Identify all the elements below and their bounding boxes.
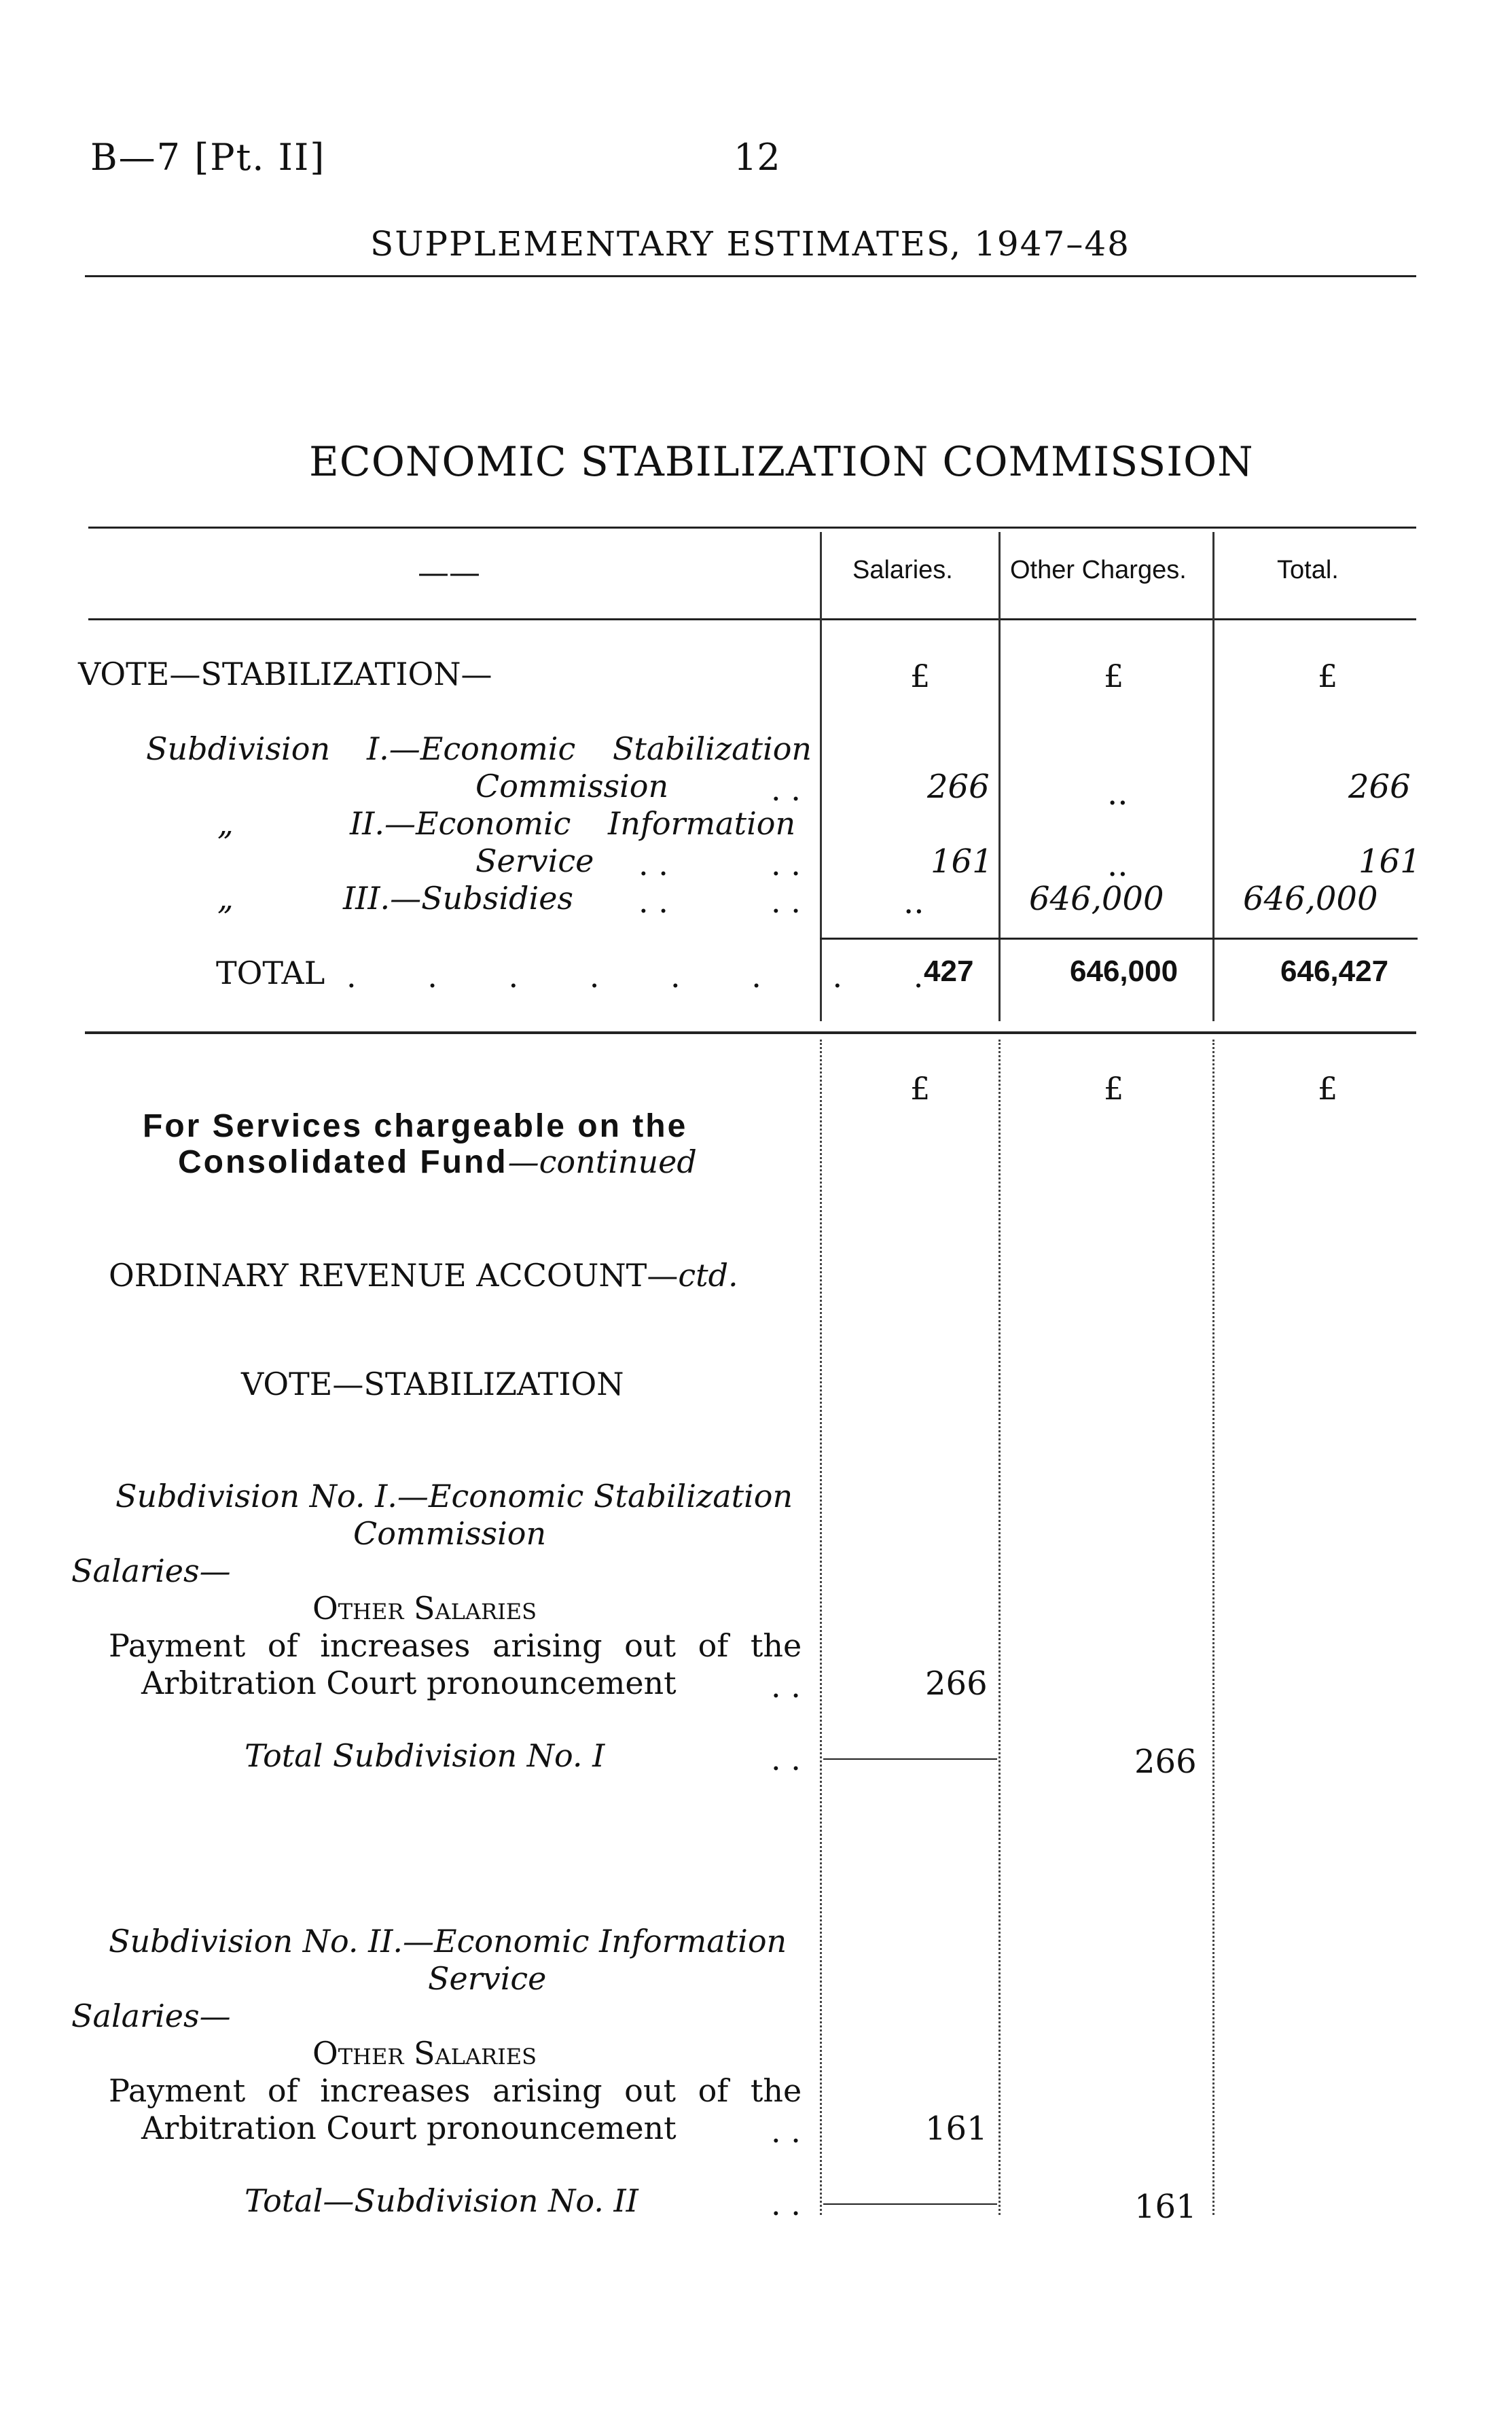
row-prefix: Subdivision (146, 730, 331, 767)
row-salaries: .. (903, 883, 924, 921)
leader-dots: . . (771, 2186, 801, 2222)
total-label: TOTAL (216, 955, 325, 991)
salaries-label: Salaries— (71, 1553, 231, 1589)
row-salaries: 161 (931, 843, 993, 881)
item-description-cont: Arbitration Court pronouncement (141, 1665, 677, 1701)
subdivision-total-amount: 161 (1134, 2188, 1197, 2226)
other-salaries-label: Other Salaries (312, 2035, 537, 2072)
account-suffix: ctd. (678, 1257, 738, 1294)
row-total: 646,000 (1243, 880, 1378, 918)
subdivision-heading: Subdivision No. I.—Economic Stabilization (115, 1478, 793, 1514)
leader-dots: . . (771, 883, 801, 920)
item-amount: 161 (925, 2110, 988, 2148)
column-header-other-charges: Other Charges. (1010, 556, 1187, 584)
row-other-charges: .. (1107, 775, 1128, 813)
table-top-rule (88, 527, 1416, 529)
vote-label: VOTE—STABILIZATION— (78, 656, 492, 692)
leader-dots: . . (771, 771, 801, 808)
column-divider (1212, 532, 1214, 1021)
row-label: III.—Subsidies (343, 880, 574, 917)
row-prefix: „ (217, 805, 234, 842)
account-label: ORDINARY REVENUE ACCOUNT— (109, 1257, 679, 1294)
row-label: I.—Economic Stabilization (367, 730, 812, 767)
row-label: Commission (475, 768, 669, 804)
column-divider (998, 1040, 1001, 2215)
services-heading: For Services chargeable on the (143, 1108, 688, 1144)
row-other-charges: 646,000 (1029, 880, 1164, 918)
column-divider (820, 532, 822, 1021)
item-description-cont: Arbitration Court pronouncement (141, 2110, 677, 2146)
table-bottom-rule (85, 1031, 1416, 1034)
table-header-rule (88, 618, 1416, 620)
currency-symbol: £ (910, 658, 931, 694)
total-salaries: 427 (924, 955, 974, 988)
item-amount: 266 (925, 1665, 988, 1703)
currency-symbol: £ (910, 1070, 931, 1107)
subdivision-total-amount: 266 (1134, 1743, 1197, 1781)
currency-symbol: £ (1104, 658, 1124, 694)
account-heading (109, 1257, 738, 1294)
salaries-label: Salaries— (71, 1998, 231, 2034)
leader-dots: . . (638, 883, 668, 920)
page-number: 12 (734, 136, 780, 179)
row-label: Service (475, 843, 594, 879)
running-title: SUPPLEMENTARY ESTIMATES, 1947–48 (370, 224, 1130, 264)
column-header-salaries: Salaries. (852, 556, 953, 584)
vote-heading: VOTE—STABILIZATION (241, 1366, 624, 1402)
leader-dots: . . (771, 1668, 801, 1705)
column-header-total: Total. (1277, 556, 1339, 584)
subdivision-heading: Subdivision No. II.—Economic Information (109, 1923, 787, 1959)
row-total: 161 (1358, 843, 1421, 881)
currency-symbol: £ (1104, 1070, 1124, 1107)
row-label: II.—Economic Information (350, 805, 796, 842)
other-salaries-label: Other Salaries (312, 1590, 537, 1627)
subtotal-rule (823, 2203, 997, 2205)
column-divider (1212, 1040, 1214, 2215)
leader-dots: . . (771, 1741, 801, 1777)
page-title: ECONOMIC STABILIZATION COMMISSION (309, 438, 1254, 486)
subdivision-heading-cont: Commission (353, 1515, 547, 1552)
header-rule (85, 275, 1416, 277)
leader-dots: . . . . . . . . (346, 958, 924, 995)
row-prefix: „ (217, 880, 234, 917)
row-salaries: 266 (927, 768, 990, 806)
column-divider (998, 532, 1001, 1021)
total-rule (820, 938, 1418, 940)
subdivision-heading-cont: Service (428, 1960, 547, 1997)
total-other-charges: 646,000 (1070, 955, 1178, 988)
column-header-blank: —— (418, 554, 480, 590)
subdivision-total-label: Total Subdivision No. I (245, 1737, 605, 1774)
currency-symbol: £ (1318, 1070, 1338, 1107)
services-continued: —continued (507, 1143, 697, 1180)
services-heading-line2 (178, 1143, 697, 1181)
document-reference: B—7 [Pt. II] (90, 136, 326, 179)
leader-dots: . . (771, 2113, 801, 2150)
services-heading-fund: Consolidated Fund (178, 1144, 508, 1180)
subtotal-rule (823, 1758, 997, 1760)
item-description: Payment of increases arising out of the (109, 2072, 802, 2109)
column-divider (820, 1040, 822, 2215)
total-total: 646,427 (1280, 955, 1389, 988)
row-other-charges: .. (1107, 846, 1128, 884)
row-total: 266 (1348, 768, 1411, 806)
item-description: Payment of increases arising out of the (109, 1627, 802, 1664)
leader-dots: . . (771, 846, 801, 883)
currency-symbol: £ (1318, 658, 1338, 694)
subdivision-total-label: Total—Subdivision No. II (245, 2182, 638, 2219)
leader-dots: . . (638, 846, 668, 883)
